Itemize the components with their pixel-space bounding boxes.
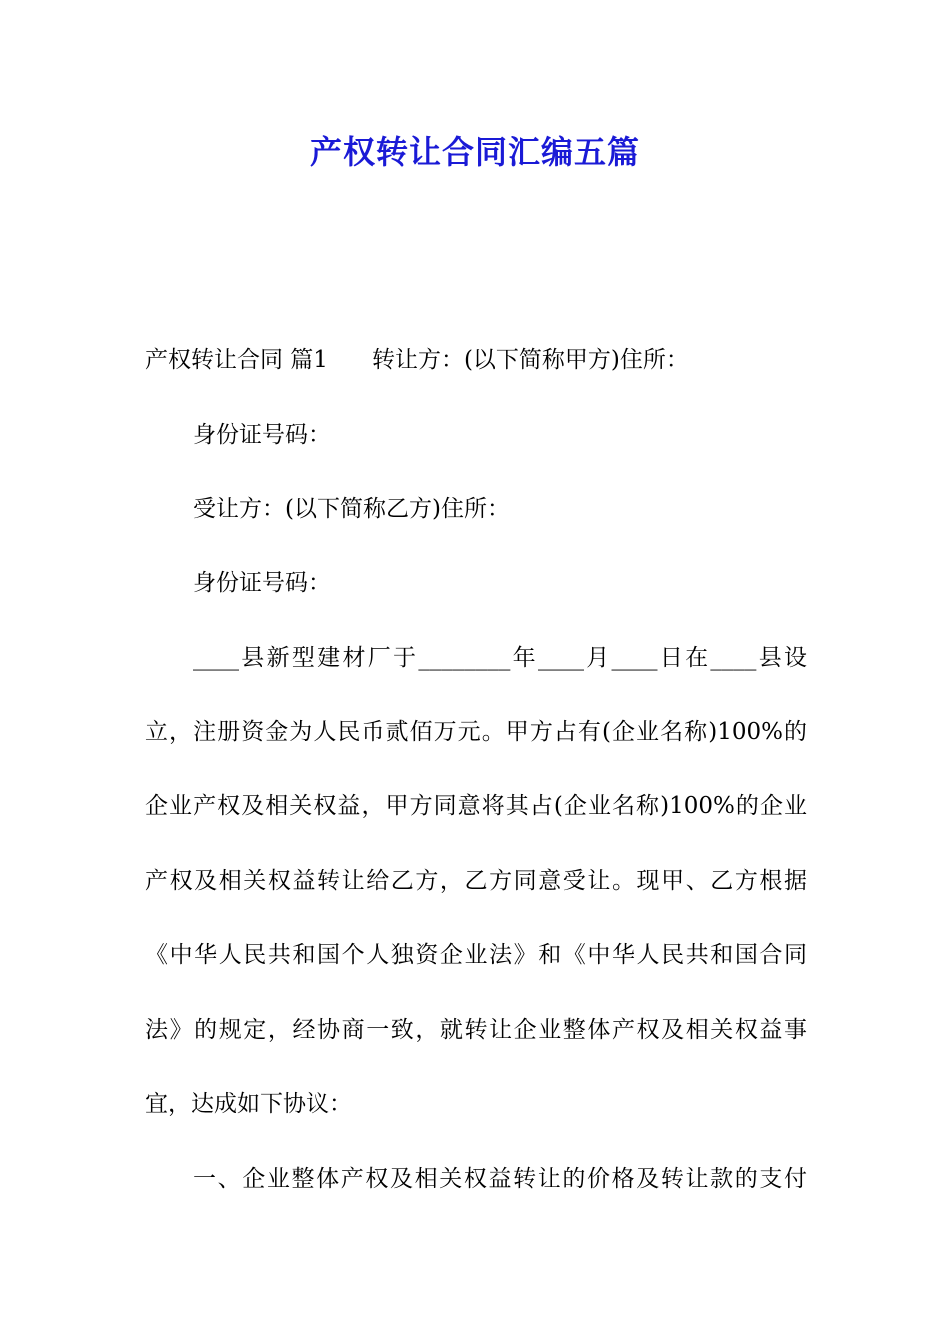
section-heading: 一、企业整体产权及相关权益转让的价格及转让款的支付: [193, 1166, 807, 1192]
heading-line: [145, 340, 807, 380]
paragraph-line: 企业产权及相关权益，甲方同意将其占(企业名称)100%的企业: [145, 793, 807, 819]
paragraph-line: 身份证号码：: [193, 422, 331, 448]
paragraph-line: 受让方：(以下简称乙方)住所：: [193, 496, 510, 522]
party-a-intro: 转让方：(以下简称甲方)住所：: [371, 347, 689, 373]
paragraph-line: ____县新型建材厂于________年____月____日在____县设: [193, 645, 807, 671]
paragraph-line: 产权及相关权益转让给乙方，乙方同意受让。现甲、乙方根据: [145, 868, 807, 894]
paragraph-line: 《中华人民共和国个人独资企业法》和《中华人民共和国合同: [145, 942, 807, 968]
part-label: 产权转让合同 篇1: [145, 347, 328, 373]
paragraph-line: 身份证号码：: [193, 570, 331, 596]
paragraph-line: 宜，达成如下协议：: [145, 1091, 352, 1117]
paragraph-line: 立，注册资金为人民币贰佰万元。甲方占有(企业名称)100%的: [145, 719, 807, 745]
paragraph-line: 法》的规定，经协商一致，就转让企业整体产权及相关权益事: [145, 1017, 807, 1043]
document-title: 产权转让合同汇编五篇: [309, 133, 640, 171]
